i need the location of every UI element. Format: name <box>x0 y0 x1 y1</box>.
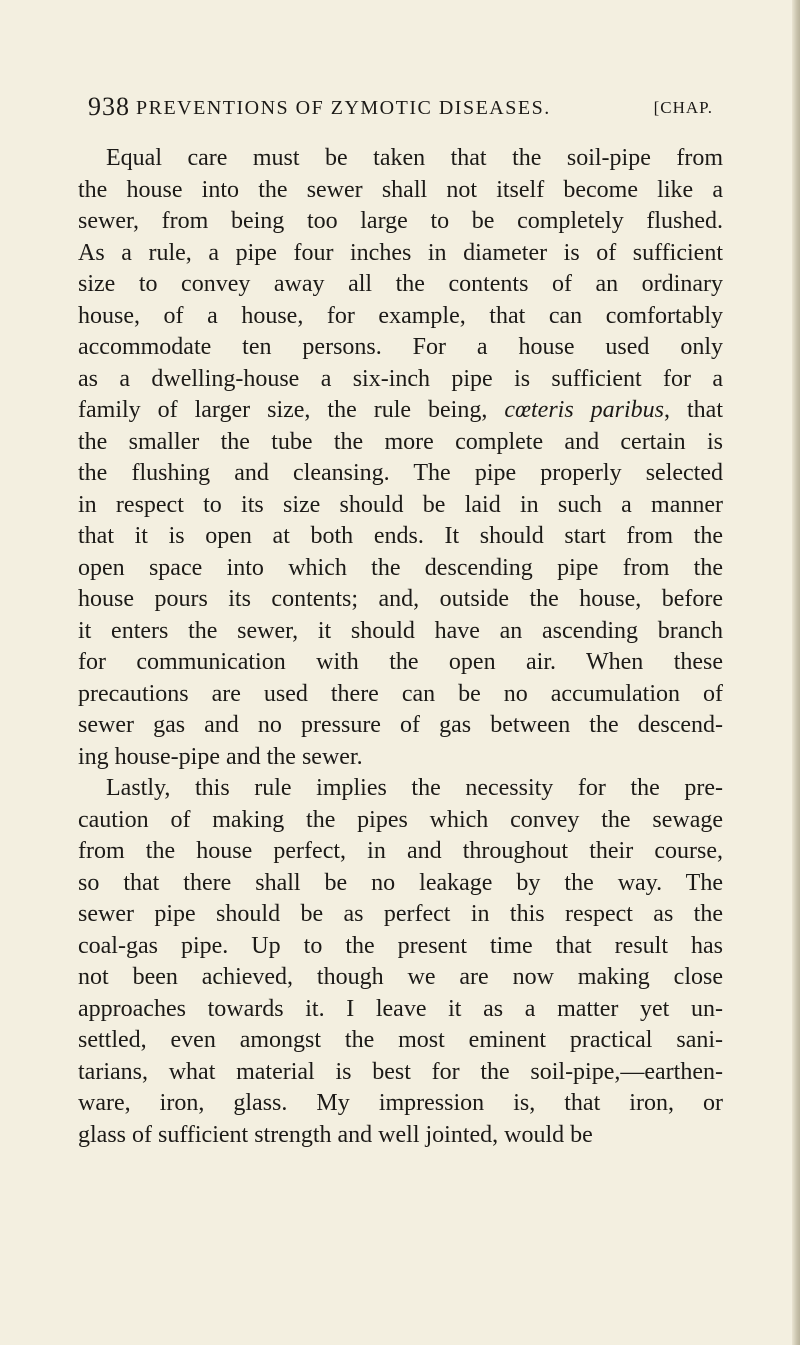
text-line: settled, even amongst the most eminent practical sani- <box>78 1027 723 1053</box>
page-number: 938 <box>88 92 130 121</box>
text-line: sewer pipe should be as perfect in this respect as the <box>78 901 723 927</box>
text-line: sewer, from being too large to be completely flushed. <box>78 208 723 234</box>
text-line: not been achieved, though we are now making close <box>78 964 723 990</box>
text-line: ing house-pipe and the sewer. <box>78 743 363 770</box>
text-line: precautions are used there can be no accumulation of <box>78 680 723 707</box>
text-line: As a rule, a pipe four inches in diameter is of sufficient <box>78 239 723 266</box>
page-edge <box>792 0 800 1345</box>
body-text <box>78 143 723 1151</box>
text-line: the flushing and cleansing. The pipe properly selected <box>78 460 723 486</box>
chapter-mark: [CHAP. <box>653 98 713 117</box>
text-line: size to convey away all the contents of an ordinary <box>78 271 723 297</box>
text-line: Equal care must be taken that the soil-pipe from <box>106 145 723 171</box>
text-line: glass of sufficient strength and well jointed, would be <box>78 1121 593 1148</box>
text-segment: family of larger size, the rule being, <box>78 397 505 423</box>
text-line: caution of making the pipes which convey the sewage <box>78 806 723 833</box>
text-line: ware, iron, glass. My impression is, that iron, or <box>78 1090 723 1116</box>
text-line: tarians, what material is best for the soil-pipe,—earthen- <box>78 1058 723 1085</box>
text-line: the house into the sewer shall not itself become like a <box>78 176 723 203</box>
running-header <box>88 92 713 122</box>
text-line: in respect to its size should be laid in such a manner <box>78 491 723 518</box>
text-line: that it is open at both ends. It should start from the <box>78 523 723 549</box>
text-line: house, of a house, for example, that can comfortably <box>78 302 723 329</box>
text-line: house pours its contents; and, outside the house, before <box>78 586 723 612</box>
text-line: open space into which the descending pipe from the <box>78 554 723 581</box>
text-line: from the house perfect, in and throughout their course, <box>78 838 723 864</box>
text-line: it enters the sewer, it should have an ascending branch <box>78 617 723 644</box>
text-line <box>78 395 723 427</box>
text-line: so that there shall be no leakage by the way. The <box>78 869 723 896</box>
running-title: PREVENTIONS OF ZYMOTIC DISEASES. <box>136 97 551 119</box>
text-line: the smaller the tube the more complete and certain is <box>78 428 723 455</box>
text-line: for communication with the open air. When these <box>78 649 723 675</box>
text-line: as a dwelling-house a six-inch pipe is sufficient for a <box>78 365 723 392</box>
italic-phrase: cœteris paribus <box>504 397 665 423</box>
text-line: coal-gas pipe. Up to the present time that result has <box>78 932 723 959</box>
text-line: sewer gas and no pressure of gas between the descend- <box>78 712 723 738</box>
text-line: approaches towards it. I leave it as a matter yet un- <box>78 995 723 1022</box>
text-segment: , that <box>664 397 723 423</box>
text-line: Lastly, this rule implies the necessity for the pre- <box>106 775 723 801</box>
text-line: accommodate ten persons. For a house used only <box>78 334 723 360</box>
